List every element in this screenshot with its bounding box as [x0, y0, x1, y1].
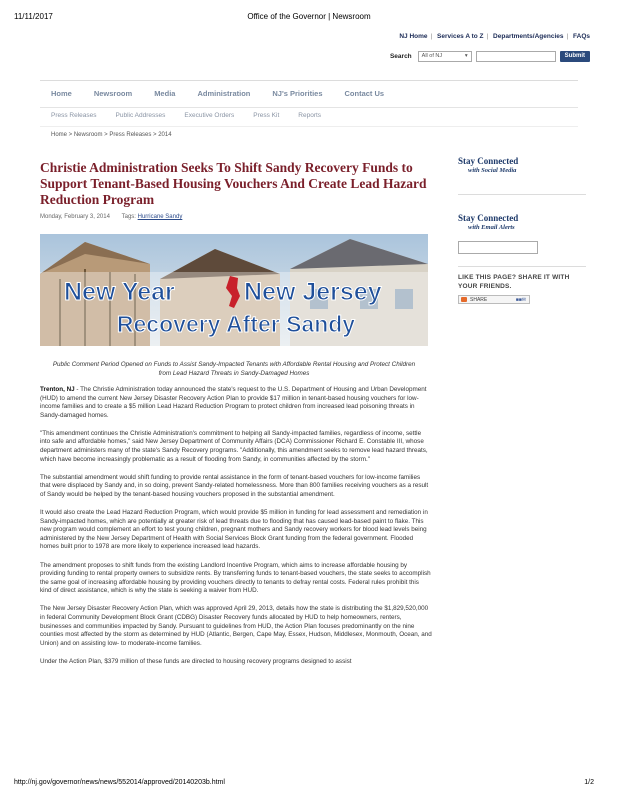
banner-image: [40, 234, 428, 346]
paragraph-3: The substantial amendment would shift funding to provide rental assistance in the form of tenant-based vouchers for low-income families that were displaced by Sandy and, in so doing, prevent Sandy-related homelessness. More than 800 families receiving vouchers as a result of Sandy would be helped by the tenant-based housing vouchers proposed in the substantial amendment.: [40, 473, 429, 498]
dateline: Trenton, NJ: [40, 386, 75, 393]
email-title: Stay Connected: [458, 213, 519, 223]
article-meta: [40, 214, 182, 220]
nav-media[interactable]: Media: [154, 89, 176, 98]
banner-line2: Recovery After Sandy: [116, 311, 356, 337]
util-link-nj-home[interactable]: NJ Home: [399, 33, 428, 40]
sidebar: [458, 156, 588, 304]
subnav-public-addresses[interactable]: Public Addresses: [115, 112, 166, 119]
subnav-reports[interactable]: Reports: [298, 112, 322, 119]
search-scope-value: All of NJ: [421, 53, 443, 59]
tag-link[interactable]: Hurricane Sandy: [137, 214, 183, 220]
paragraph-6: The New Jersey Disaster Recovery Action Plan, which was approved April 29, 2013, details how the state is distributing the $1,829,520,000 in federal Community Development Block Grant (CDBG) Disaster Recovery funds allocated by HUD to help homeowners, renters, businesses and communities impacted by Sandy. Pursuant to guidelines from HUD, the Action Plan focuses predominantly on the nine counties most affected by the storm as determined by HUD (Atlantic, Bergen, Cape May, Essex, Hudson, Middlesex, Monmouth, Ocean, and Union) and on assisting low- to moderate-income families.: [40, 605, 432, 647]
paragraph-5: The amendment proposes to shift funds from the existing Landlord Incentive Program, which aims to increase affordable housing by providing funding to rental property owners to subsidize rents. By transferring funds to tenant-based vouchers, the state seeks to accomplish the same goal of increasing affordable housing by providing vouchers directly to tenants to defray rental costs. Federal rules prohibit this kind of direct assistance, which is why the state is seeking a waiver from HUD.: [40, 561, 431, 595]
search-input[interactable]: [476, 51, 556, 62]
email-field[interactable]: [458, 241, 538, 254]
article-date: Monday, February 3, 2014: [40, 214, 110, 220]
article-body: [40, 386, 432, 676]
sub-nav: [51, 112, 340, 119]
page-url: http://nj.gov/governor/news/news/552014/approved/20140203b.html: [14, 779, 225, 786]
paragraph-4: It would also create the Lead Hazard Reduction Program, which would provide $5 million in funding for lead assessment and remediation in Sandy-impacted homes, which are potentially at greater risk of lead threats due to flooding that has caused lead-based paint to flake. This new program would complement an effort to test young children, pregnant mothers and Sandy recovery workers for blood lead levels being administered by the New Jersey Department of Health with Social Services Block Grant funding from the federal government. Flooded homes built prior to 1978 are more likely to experience increased lead hazards.: [40, 509, 428, 551]
print-date: 11/11/2017: [14, 12, 53, 21]
email-subtitle: with Email Alerts: [468, 224, 515, 231]
social-subtitle[interactable]: with Social Media: [468, 167, 517, 174]
main-nav: [51, 89, 406, 98]
image-caption: Public Comment Period Opened on Funds to Assist Sandy-Impacted Tenants with Affordable Rental Housing and Protect Children from Lead Hazard Threats in Sandy-Damaged Homes: [52, 361, 416, 377]
share-prompt: LIKE THIS PAGE? SHARE IT WITH YOUR FRIENDS.: [458, 274, 570, 290]
nav-home[interactable]: Home: [51, 89, 72, 98]
search-scope-select[interactable]: [418, 51, 472, 62]
util-link-services[interactable]: Services A to Z: [437, 33, 484, 40]
nav-newsroom[interactable]: Newsroom: [93, 89, 133, 98]
nav-administration[interactable]: Administration: [197, 89, 251, 98]
subnav-press-releases[interactable]: Press Releases: [51, 112, 97, 119]
social-icons: ■■✉: [515, 296, 526, 303]
paragraph-7: Under the Action Plan, $379 million of these funds are directed to housing recovery programs designed to assist: [40, 657, 352, 665]
print-header: [14, 12, 604, 26]
chevron-down-icon: ▾: [464, 53, 468, 59]
article-headline: Christie Administration Seeks To Shift Sandy Recovery Funds to Support Tenant-Based Housing Vouchers And Create Lead Hazard Reduction Program: [40, 160, 427, 207]
tags-label: Tags:: [121, 214, 136, 220]
banner-graphic: [40, 234, 428, 346]
nav-divider: [40, 107, 578, 108]
social-title: Stay Connected: [458, 156, 519, 166]
sidebar-divider: [458, 194, 586, 195]
navigation: [40, 80, 578, 144]
subnav-executive-orders[interactable]: Executive Orders: [184, 112, 235, 119]
utility-links: NJ Home | Services A to Z | Departments/Agencies | FAQs: [399, 33, 590, 40]
nav-priorities[interactable]: NJ's Priorities: [272, 89, 323, 98]
banner-line1-right: New Jersey: [244, 278, 382, 306]
search-bar: [390, 50, 590, 62]
search-label: Search: [389, 52, 412, 60]
print-title: Office of the Governor | Newsroom: [247, 12, 371, 21]
share-label: SHARE: [470, 296, 488, 303]
nav-contact[interactable]: Contact Us: [344, 89, 385, 98]
sidebar-divider-2: [458, 266, 586, 267]
breadcrumb[interactable]: Home > Newsroom > Press Releases > 2014: [51, 132, 172, 138]
paragraph-2: "This amendment continues the Christie Administration's commitment to helping all Sandy-impacted families, regardless of income, settle into safe and affordable homes," said New Jersey Department of Community Affairs (DCA) Commissioner Richard E. Constable III, whose department administers many of the state's Sandy Recovery programs. "Additionally, this amendment seeks to remove lead hazard threats, which have become increasingly problematic as a result of flooding from Sandy, in communities affected by the storm.": [40, 429, 428, 463]
page-number: 1/2: [584, 779, 594, 786]
paragraph-1-text: - The Christie Administration today announced the state's request to the U.S. Department of Housing and Urban Development (HUD) to amend the current New Jersey Disaster Recovery Action Plan to provide $17 million in tenant-based housing vouchers for low-income families and to create a $5 million Lead Hazard Reduction Program to protect children from increased lead poisoning threats in Sandy-damaged homes.: [40, 386, 427, 419]
util-link-departments[interactable]: Departments/Agencies: [493, 33, 564, 40]
banner-line1-left: New Year: [64, 278, 175, 306]
share-button[interactable]: [458, 295, 530, 304]
search-submit-button[interactable]: Submit: [560, 51, 590, 62]
share-icon: [461, 297, 467, 302]
paragraph-1: [40, 386, 432, 420]
util-link-faqs[interactable]: FAQs: [573, 33, 590, 40]
subnav-divider: [40, 126, 578, 127]
subnav-press-kit[interactable]: Press Kit: [253, 112, 280, 119]
